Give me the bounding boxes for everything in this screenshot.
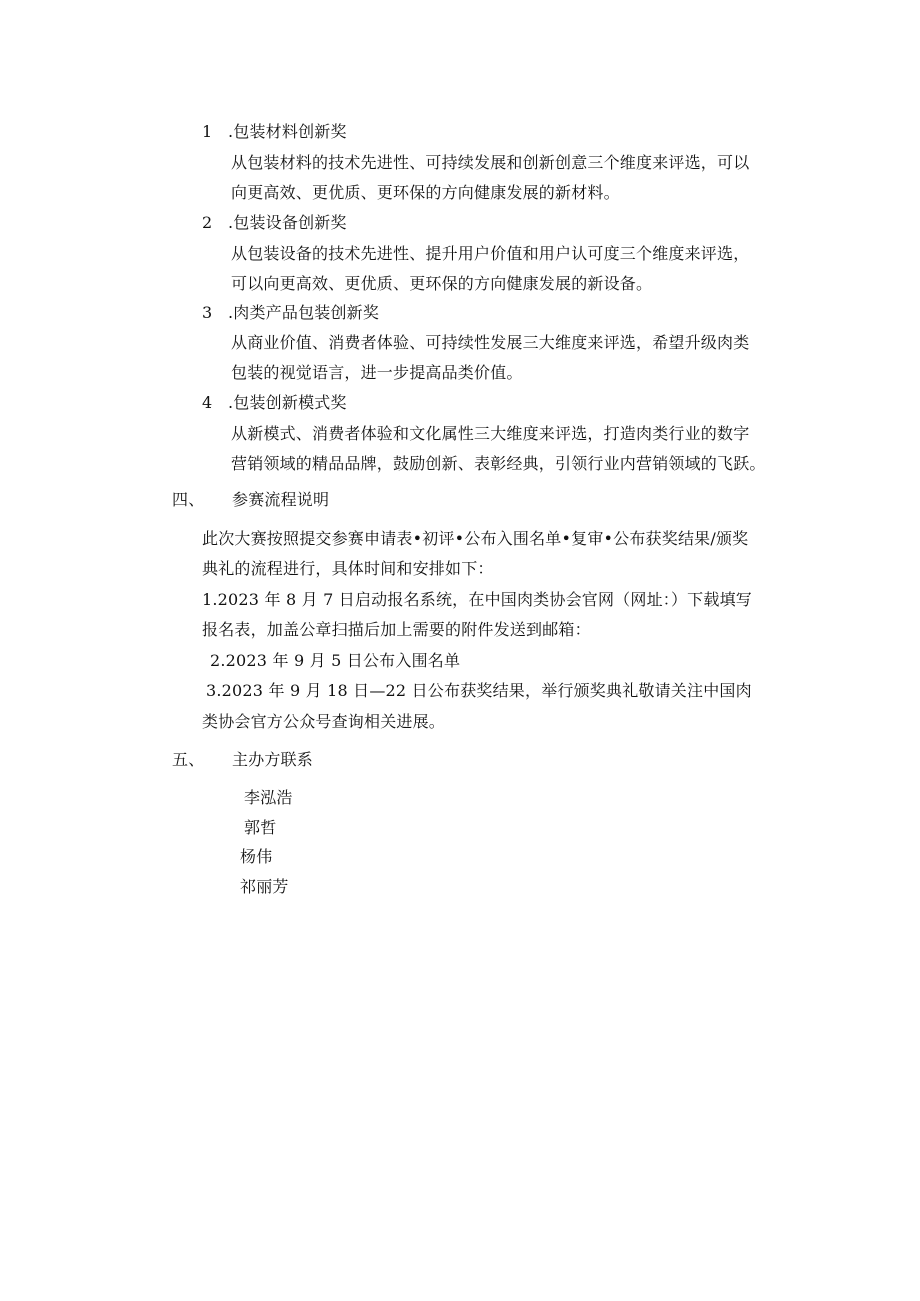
award-4-desc-line-1: 从新模式、消费者体验和文化属性三大维度来评选，打造肉类行业的数字 <box>231 424 750 443</box>
award-3-heading <box>202 302 379 324</box>
section-title: 参赛流程说明 <box>232 490 330 509</box>
award-3-desc-line-2: 包装的视觉语言，进一步提高品类价值。 <box>231 363 523 382</box>
contact-name: 郭哲 <box>244 818 277 837</box>
award-2-desc-line-2: 可以向更高效、更优质、更环保的方向健康发展的新设备。 <box>231 274 653 293</box>
award-title: .包装创新模式奖 <box>228 393 347 412</box>
section-4-step-1-line-1: 1.2023 年 8 月 7 日启动报名系统，在中国肉类协会官网（网址：）下载填写 <box>202 590 752 609</box>
award-4-desc-line-2: 营销领域的精品品牌，鼓励创新、表彰经典，引领行业内营销领域的飞跃。 <box>231 454 766 473</box>
section-4-step-2: 2.2023 年 9 月 5 日公布入围名单 <box>210 651 461 670</box>
contact-name: 祁丽芳 <box>240 877 289 896</box>
section-4-step-3-line-2: 类协会官方公众号查询相关进展。 <box>202 712 446 731</box>
section-number: 四、 <box>172 490 205 509</box>
section-5-heading <box>172 749 313 771</box>
award-3-desc-line-1: 从商业价值、消费者体验、可持续性发展三大维度来评选，希望升级肉类 <box>231 333 750 352</box>
award-4-heading <box>202 392 347 414</box>
section-4-intro-line-2: 典礼的流程进行，具体时间和安排如下： <box>202 559 494 578</box>
award-number: 4 <box>202 393 213 412</box>
award-number: 1 <box>202 122 213 141</box>
section-title: 主办方联系 <box>232 750 314 769</box>
award-number: 3 <box>202 303 213 322</box>
award-title: .包装设备创新奖 <box>228 213 347 232</box>
award-1-desc-line-1: 从包装材料的技术先进性、可持续发展和创新创意三个维度来评选，可以 <box>231 153 750 172</box>
award-2-desc-line-1: 从包装设备的技术先进性、提升用户价值和用户认可度三个维度来评选， <box>231 244 750 263</box>
contact-name: 李泓浩 <box>244 788 293 807</box>
award-title: .包装材料创新奖 <box>228 122 347 141</box>
contact-name: 杨伟 <box>240 847 273 866</box>
section-number: 五、 <box>172 750 205 769</box>
section-4-intro-line-1: 此次大赛按照提交参赛申请表•初评•公布入围名单•复审•公布获奖结果/颁奖 <box>202 529 749 548</box>
award-number: 2 <box>202 213 213 232</box>
section-4-heading <box>172 489 329 511</box>
section-4-step-3-line-1: 3.2023 年 9 月 18 日—22 日公布获奖结果，举行颁奖典礼敬请关注中国肉 <box>206 681 752 700</box>
award-2-heading <box>202 212 347 234</box>
section-4-step-1-line-2: 报名表，加盖公章扫描后加上需要的附件发送到邮箱： <box>202 620 591 639</box>
award-title: .肉类产品包装创新奖 <box>228 303 380 322</box>
award-1-heading <box>202 121 347 143</box>
award-1-desc-line-2: 向更高效、更优质、更环保的方向健康发展的新材料。 <box>231 183 620 202</box>
